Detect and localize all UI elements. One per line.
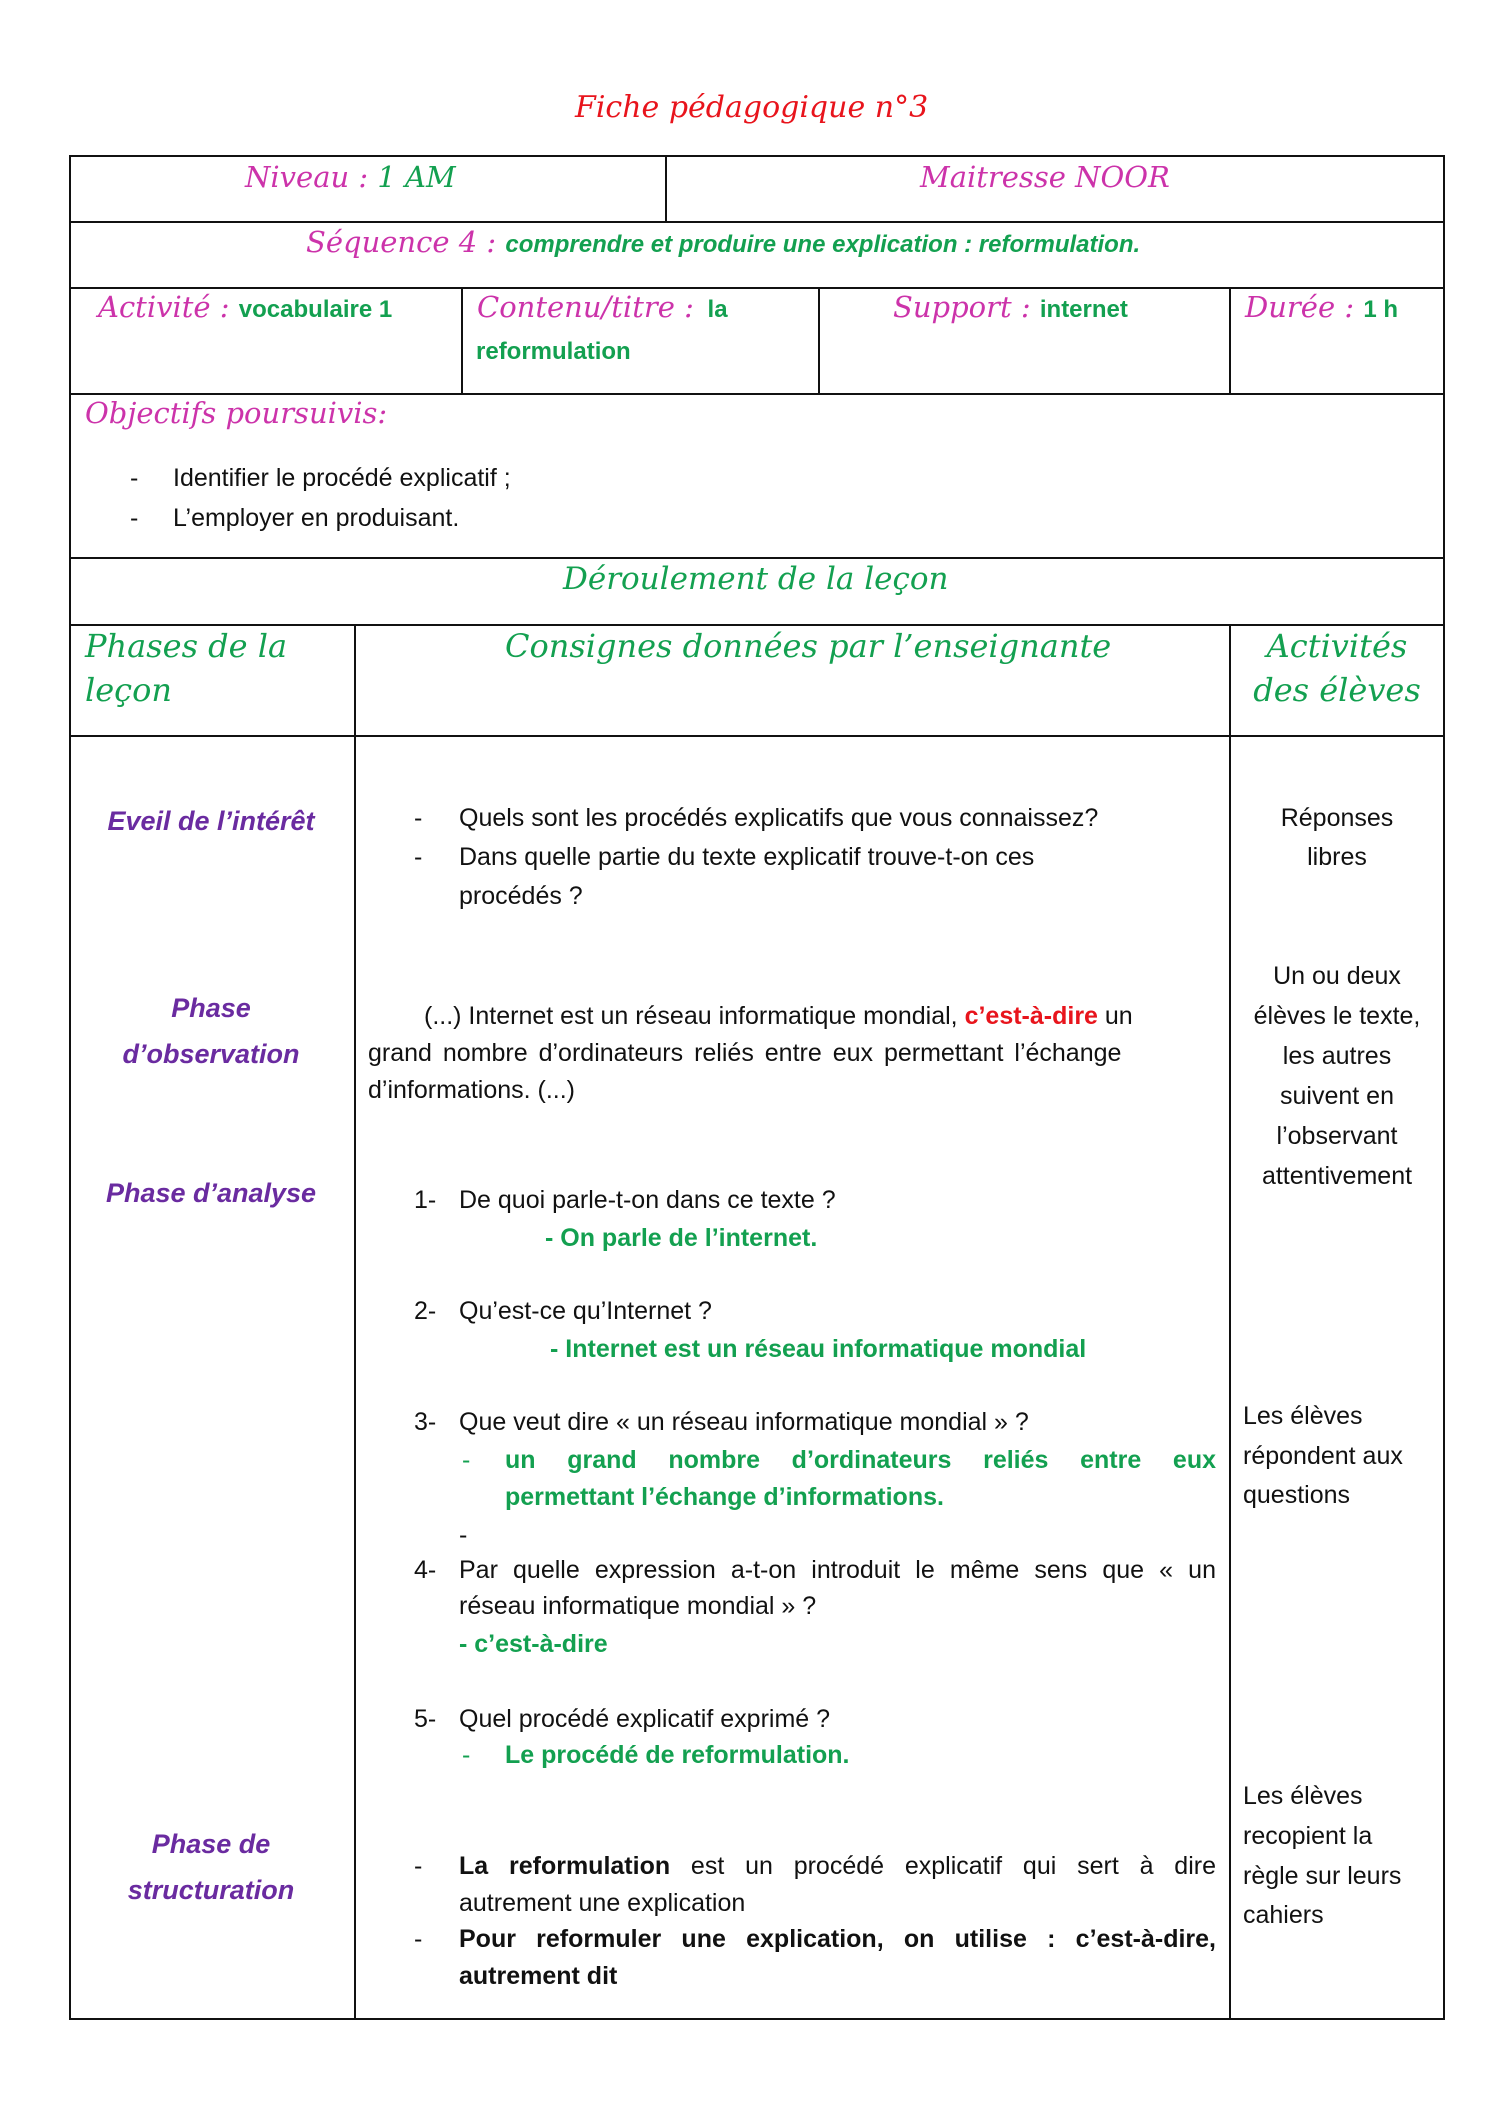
duree-label: Durée : — [1245, 290, 1364, 324]
analysis-q2-num: 2- — [414, 1297, 437, 1325]
col-divider-consignes — [1229, 624, 1231, 2019]
activity-analyse-2: répondent aux — [1243, 1442, 1403, 1470]
analysis-q3-num: 3- — [414, 1408, 437, 1436]
activity-observation-2: élèves le texte, — [1253, 1002, 1421, 1030]
col-divider-phases — [354, 624, 356, 2019]
lesson-heading: Déroulement de la leçon — [563, 561, 949, 597]
activity-observation-5: l’observant — [1276, 1122, 1398, 1150]
table-border-top — [69, 155, 1445, 157]
col-header-phases-1: Phases de la — [85, 627, 288, 665]
contenu-value-line2: reformulation — [476, 338, 631, 365]
table-border-bottom — [69, 2018, 1445, 2020]
rule-item-1-line2: autrement une explication — [459, 1889, 746, 1917]
activity-eveil-2: libres — [1307, 843, 1367, 871]
observation-highlight: c’est-à-dire — [964, 1002, 1098, 1030]
activity-observation-1: Un ou deux — [1273, 962, 1401, 990]
rule-item-2-line2: autrement dit — [459, 1962, 618, 1990]
duree-value: 1 h — [1363, 296, 1399, 323]
eveil-question-1: Quels sont les procédés explicatifs que vous connaissez? — [459, 804, 1099, 832]
observation-text-line2: grand nombre d’ordinateurs reliés entre eux permettant l’échange — [368, 1039, 1122, 1067]
table-border-left — [69, 155, 71, 2020]
observation-text-line3: d’informations. (...) — [368, 1076, 576, 1104]
activity-analyse-3: questions — [1243, 1481, 1351, 1509]
col-header-activites-1: Activités — [1266, 627, 1408, 665]
niveau-value: 1 AM — [377, 160, 456, 194]
analysis-q5-question: Quel procédé explicatif exprimé ? — [459, 1705, 831, 1733]
analysis-q1-answer: - On parle de l’internet. — [545, 1224, 818, 1252]
analysis-q5-num: 5- — [414, 1705, 437, 1733]
col-header-consignes: Consignes données par l’enseignante — [505, 627, 1112, 665]
activity-eveil-1: Réponses — [1280, 804, 1394, 832]
objective-bullet-2: - — [130, 504, 139, 532]
activity-structuration-4: cahiers — [1243, 1901, 1324, 1929]
contenu-value-line1: la — [707, 296, 728, 323]
analysis-q4-answer: - c’est-à-dire — [459, 1630, 608, 1658]
rule-item-2-line1: Pour reformuler une explication, on utilise : c’est-à-dire, — [459, 1925, 1216, 1953]
analysis-q2-question: Qu’est-ce qu’Internet ? — [459, 1297, 712, 1325]
activite-field — [98, 290, 392, 324]
phase-observation-2: d’observation — [122, 1039, 300, 1069]
phase-observation-1: Phase — [171, 993, 251, 1023]
objectives-heading: Objectifs poursuivis: — [85, 396, 388, 430]
activity-structuration-2: recopient la — [1243, 1822, 1373, 1850]
observation-text-line1 — [424, 1004, 1133, 1029]
analysis-q5-answer-bullet: - — [462, 1741, 471, 1769]
analysis-q4-question-line2: réseau informatique mondial » ? — [459, 1592, 817, 1620]
row-divider-body — [69, 735, 1445, 737]
observation-text-after: un — [1097, 1002, 1133, 1030]
objective-bullet-1: - — [130, 464, 139, 492]
objective-item-1: Identifier le procédé explicatif ; — [173, 464, 511, 492]
analysis-q3-answer-bullet: - — [462, 1446, 471, 1474]
sequence-field — [306, 225, 1140, 259]
rule-item-1-line1 — [459, 1854, 1216, 1879]
phase-structuration-1: Phase de — [151, 1829, 271, 1859]
rule-item-1-rest: est un procédé explicatif qui sert à dire — [670, 1852, 1216, 1880]
objective-item-2: L’employer en produisant. — [173, 504, 460, 532]
row-divider-deroulement — [69, 557, 1445, 559]
analysis-q2-answer: - Internet est un réseau informatique mondial — [550, 1335, 1087, 1363]
rule-item-1-bold: La reformulation — [459, 1852, 671, 1880]
analysis-q3-question: Que veut dire « un réseau informatique mondial » ? — [459, 1408, 1029, 1436]
col-divider-contenu — [818, 287, 820, 393]
analysis-q4-num: 4- — [414, 1556, 437, 1584]
col-divider-niveau — [665, 155, 667, 221]
analysis-q1-question: De quoi parle-t-on dans ce texte ? — [459, 1186, 836, 1214]
eveil-bullet-1: - — [414, 804, 423, 832]
contenu-label: Contenu/titre : — [477, 290, 704, 324]
niveau-label: Niveau : — [245, 160, 378, 194]
rule-bullet-1: - — [414, 1852, 423, 1880]
col-header-activites-2: des élèves — [1253, 671, 1421, 709]
support-label: Support : — [893, 290, 1040, 324]
col-divider-activite — [461, 287, 463, 393]
activite-value: vocabulaire 1 — [238, 296, 393, 323]
activity-structuration-3: règle sur leurs — [1243, 1862, 1402, 1890]
activity-analyse-1: Les élèves — [1243, 1402, 1363, 1430]
teacher-name: Maitresse NOOR — [920, 160, 1170, 194]
analysis-q1-num: 1- — [414, 1186, 437, 1214]
analysis-q5-answer: Le procédé de reformulation. — [505, 1741, 850, 1769]
phase-eveil: Eveil de l’intérêt — [107, 806, 315, 836]
sequence-label: Séquence 4 : — [306, 225, 506, 259]
activity-observation-6: attentivement — [1261, 1162, 1413, 1190]
table-border-right — [1443, 155, 1445, 2020]
support-field — [893, 290, 1128, 324]
activity-observation-3: les autres — [1282, 1042, 1392, 1070]
analysis-q3-answer-line2: permettant l’échange d’informations. — [505, 1483, 944, 1511]
analysis-q4-question-line1: Par quelle expression a-t-on introduit le même sens que « un — [459, 1556, 1216, 1584]
col-header-phases-2: leçon — [85, 671, 172, 709]
support-value: internet — [1039, 296, 1128, 323]
analysis-q3-extra-dash: - — [459, 1521, 468, 1549]
row-divider-sequence — [69, 221, 1445, 223]
eveil-question-2-line1: Dans quelle partie du texte explicatif trouve-t-on ces — [459, 843, 1035, 871]
rule-bullet-2: - — [414, 1925, 423, 1953]
phase-structuration-2: structuration — [127, 1875, 295, 1905]
duree-field — [1245, 290, 1398, 324]
row-divider-columns-header — [69, 624, 1445, 626]
activity-observation-4: suivent en — [1280, 1082, 1394, 1110]
document-title: Fiche pédagogique n°3 — [575, 90, 929, 125]
eveil-question-2-line2: procédés ? — [459, 882, 583, 910]
niveau-field — [245, 160, 456, 194]
observation-text-before: (...) Internet est un réseau informatique mondial, — [424, 1002, 965, 1030]
col-divider-support — [1229, 287, 1231, 393]
analysis-q3-answer-line1: un grand nombre d’ordinateurs reliés entre eux — [505, 1446, 1216, 1474]
contenu-field — [477, 290, 728, 324]
eveil-bullet-2: - — [414, 843, 423, 871]
row-divider-objectives — [69, 393, 1445, 395]
row-divider-activity — [69, 287, 1445, 289]
activite-label: Activité : — [98, 290, 239, 324]
phase-analyse: Phase d’analyse — [105, 1178, 317, 1208]
sequence-value: comprendre et produire une explication : reformulation. — [505, 231, 1141, 258]
activity-structuration-1: Les élèves — [1243, 1782, 1363, 1810]
